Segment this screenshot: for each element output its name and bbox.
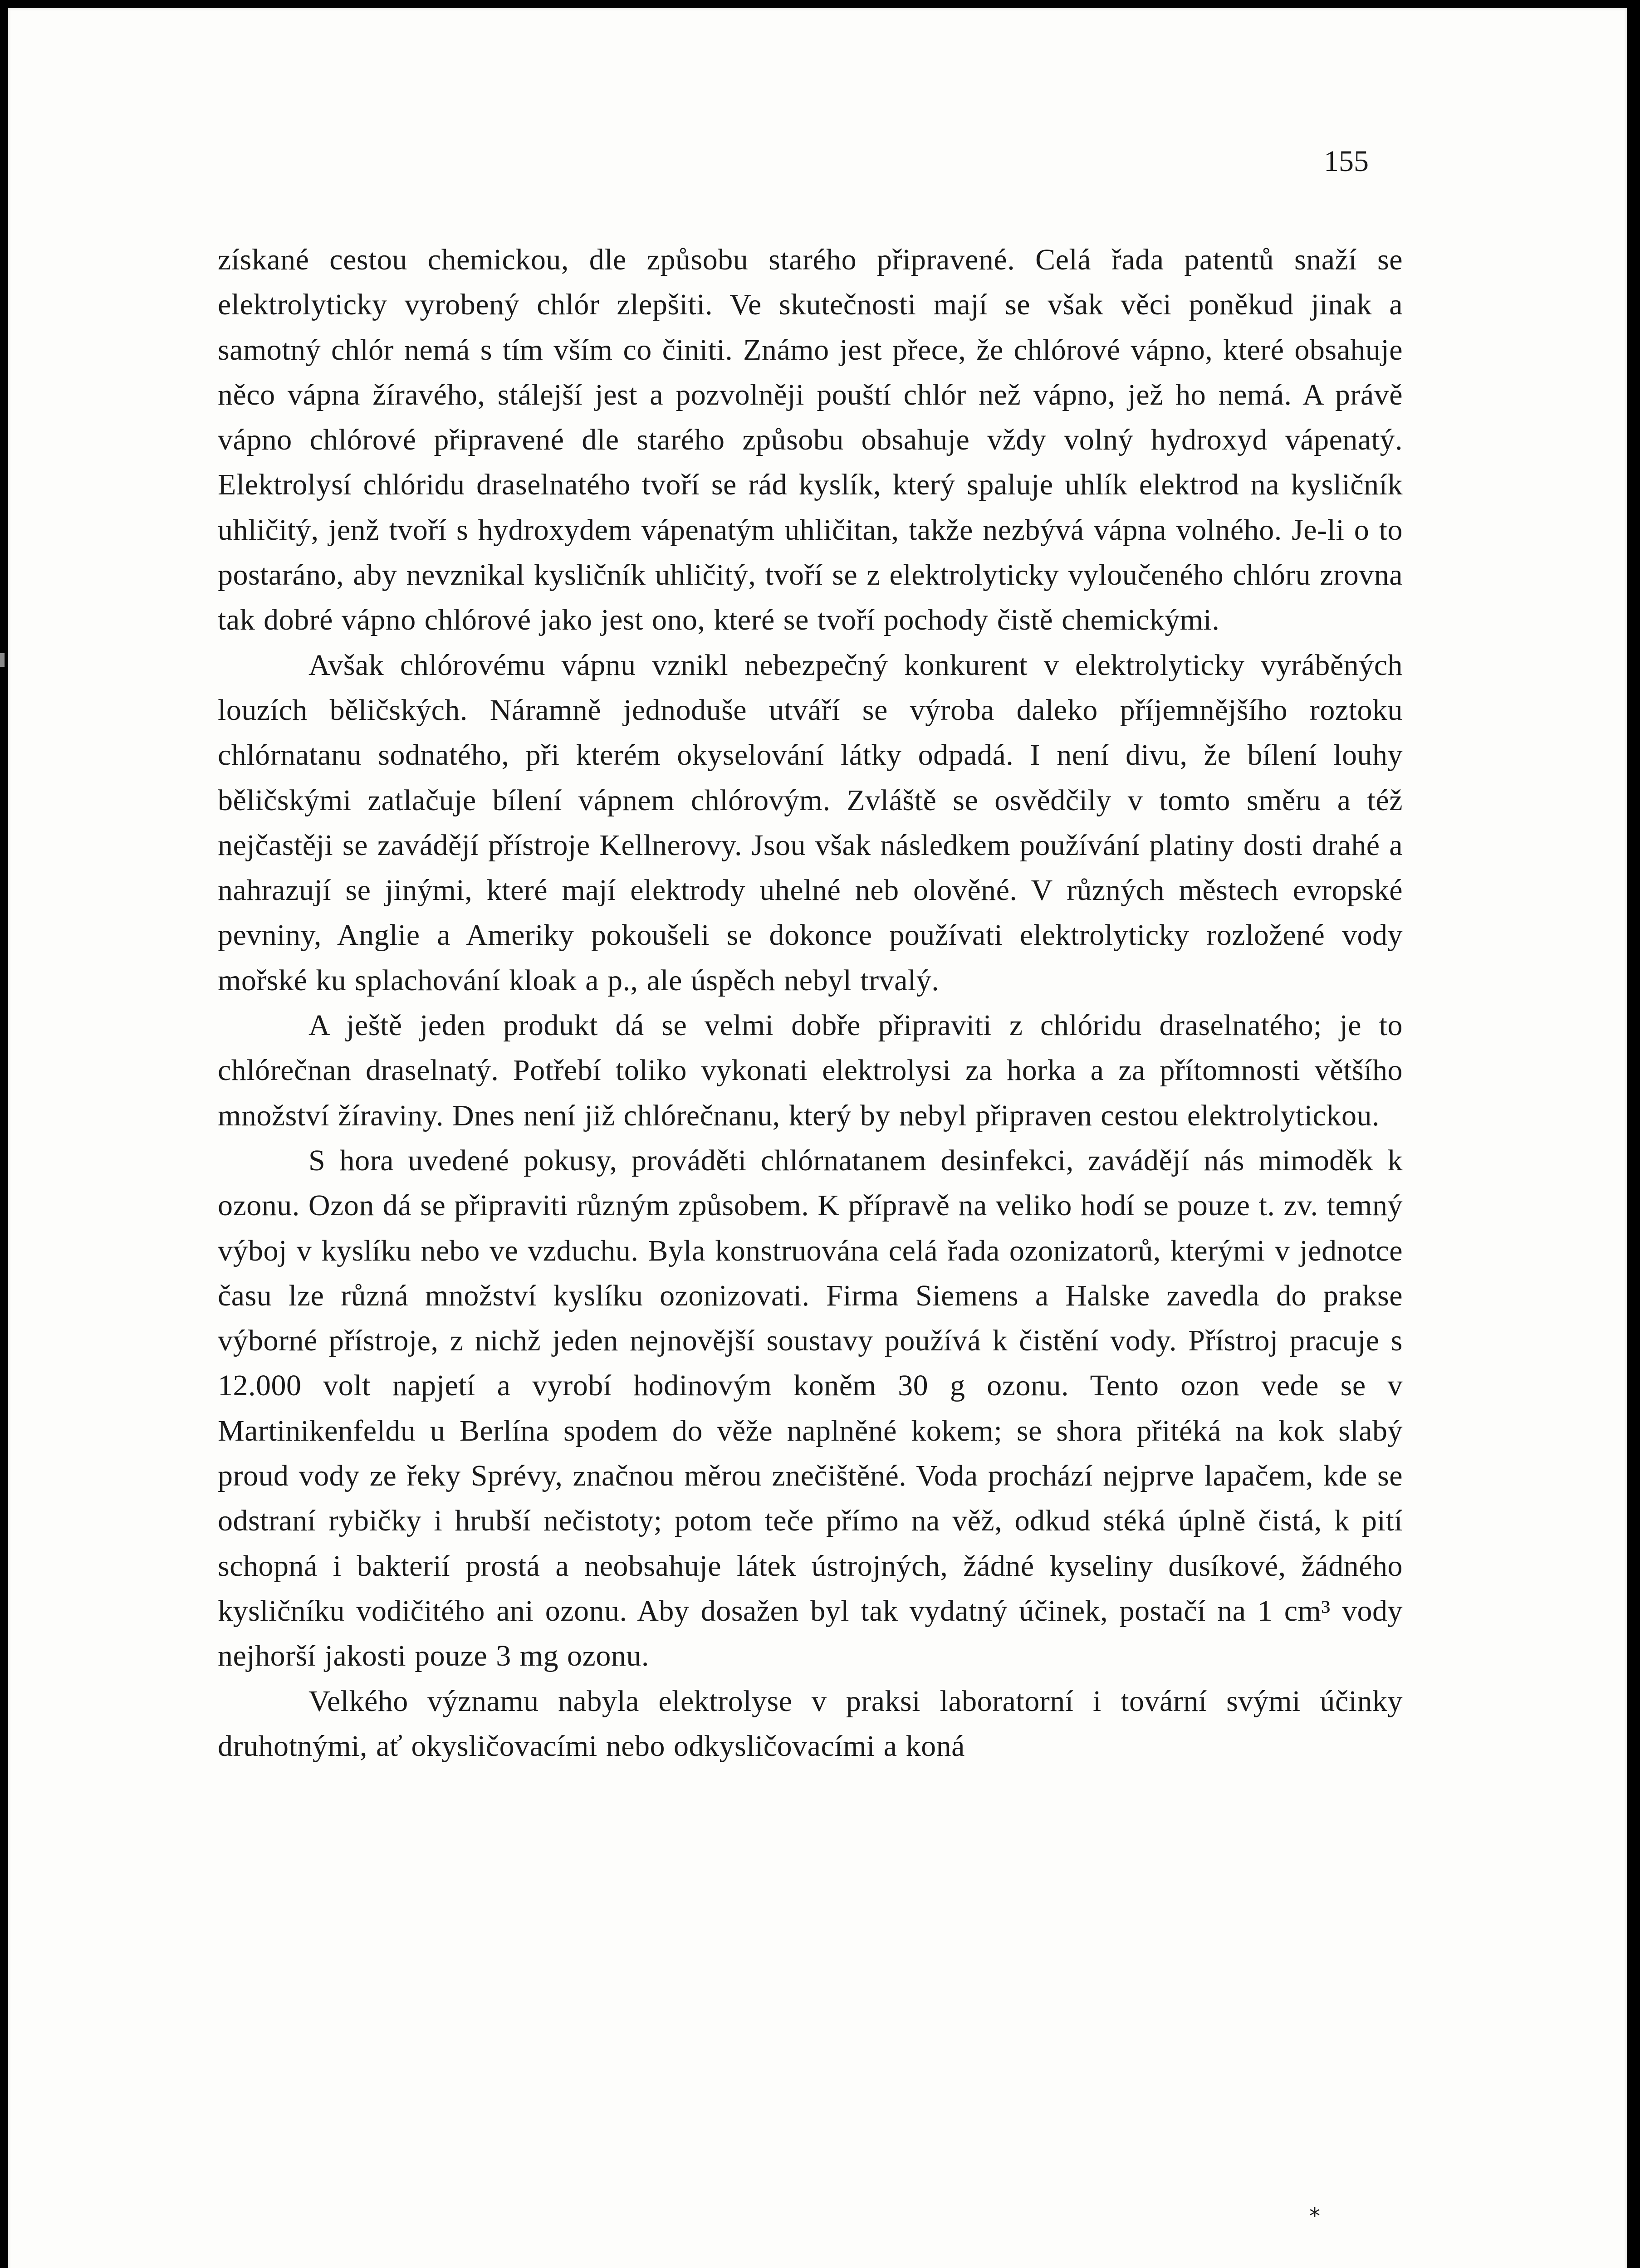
- footer-signature-mark: *: [1309, 2204, 1320, 2229]
- paragraph-2: Avšak chlórovému vápnu vznikl nebezpečný konkurent v elektrolyticky vyráběných louzích běličských. Náramně jednoduše utváří se výroba daleko příjemnějšího roztoku chlórnatanu sodnatého, při kterém okyselování látky odpadá. I není divu, že bílení louhy běličskými zatlačuje bílení vápnem chlórovým. Zvláště se osvědčily v tomto směru a též nejčastěji se zavádějí přístroje Kellnerovy. Jsou však následkem používání platiny dosti drahé a nahrazují se jinými, které mají elektrody uhelné neb olověné. V různých městech evropské pevniny, Anglie a Ameriky pokoušeli se dokonce používati elektrolyticky rozložené vody mořské ku splachování kloak a p., ale úspěch nebyl trvalý.: [218, 648, 1403, 997]
- book-page: [8, 8, 1627, 2268]
- paragraph-1: získané cestou chemickou, dle způsobu starého připravené. Celá řada patentů snaží se elektrolyticky vyrobený chlór zlepšiti. Ve skutečnosti mají se však věci poněkud jinak a samotný chlór nemá s tím vším co činiti. Známo jest přece, že chlórové vápno, které obsahuje něco vápna žíravého, stálejší jest a pozvolněji pouští chlór než vápno, jež ho nemá. A právě vápno chlórové připravené dle starého způsobu obsahuje vždy volný hydroxyd vápenatý. Elektrolysí chlóridu draselnatého tvoří se rád kyslík, který spaluje uhlík elektrod na kysličník uhličitý, jenž tvoří s hydroxydem vápenatým uhličitan, takže nezbývá vápna volného. Je-li o to postaráno, aby nevznikal kysličník uhličitý, tvoří se z elektrolyticky vyloučeného chlóru zrovna tak dobré vápno chlórové jako jest ono, které se tvoří pochody čistě chemickými.: [218, 243, 1403, 637]
- body-text: [218, 237, 1403, 1769]
- paragraph-4: S hora uvedené pokusy, prováděti chlórnatanem desinfekci, zavádějí nás mimoděk k ozonu. Ozon dá se připraviti různým způsobem. K přípravě na veliko hodí se pouze t. zv. temný výboj v kyslíku nebo ve vzduchu. Byla konstruována celá řada ozonizatorů, kterými v jednotce času lze různá množství kyslíku ozonizovati. Firma Siemens a Halske zavedla do prakse výborné přístroje, z nichž jeden nejnovější soustavy používá k čistění vody. Přístroj pracuje s 12.000 volt napjetí a vyrobí hodinovým koněm 30 g ozonu. Tento ozon vede se v Martinikenfeldu u Berlína spodem do věže naplněné kokem; se shora přitéká na kok slabý proud vody ze řeky Sprévy, značnou měrou znečištěné. Voda prochází nejprve lapačem, kde se odstraní rybičky i hrubší nečistoty; potom teče přímo na věž, odkud stéká úplně čistá, k pití schopná i bakterií prostá a neobsahuje látek ústrojných, žádné kyseliny dusíkové, žádného kysličníku vodičitého ani ozonu. Aby dosažen byl tak vydatný účinek, postačí na 1 cm³ vody nejhorší jakosti pouze 3 mg ozonu.: [218, 1144, 1403, 1673]
- paragraph-3: A ještě jeden produkt dá se velmi dobře připraviti z chlóridu draselnatého; je to chlórečnan draselnatý. Potřebí toliko vykonati elektrolysi za horka a za přítomnosti většího množství žíraviny. Dnes není již chlórečnanu, který by nebyl připraven cestou elektrolytickou.: [218, 1009, 1403, 1132]
- page-number: 155: [1324, 145, 1369, 178]
- paragraph-5: Velkého významu nabyla elektrolyse v praksi laboratorní i tovární svými účinky druhotnými, ať okysličovacími nebo odkysličovacími a koná: [218, 1684, 1403, 1763]
- scan-edge-mark: [0, 653, 5, 667]
